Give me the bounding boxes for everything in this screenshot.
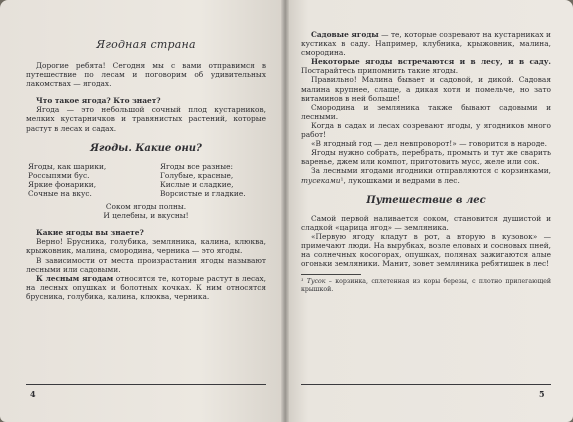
question-heading: Что такое ягода? Кто знает? xyxy=(36,96,161,106)
left-page xyxy=(0,0,285,422)
section-subtitle: Ягоды. Какие они? xyxy=(90,142,202,154)
definition-paragraph: Ягода — это небольшой сочный плод кустарников, мелких кустарничков и травянистых растений, которые растут в лесах и садах. xyxy=(26,105,266,133)
poem-line: Россыпями бус. xyxy=(28,170,90,180)
raspberry-paragraph: Правильно! Малина бывает и садовой, и дикой. Садовая малина крупнее, слаще, а дикая хотя и помельче, но зато витаминов в ней больше! xyxy=(301,75,551,103)
poem-ending xyxy=(26,202,266,220)
page-title: Ягодная страна xyxy=(96,38,196,51)
paragraph-text: ¹, лукошками и ведрами в лес. xyxy=(340,175,460,185)
poem-line: И целебны, и вкусны! xyxy=(103,211,189,221)
garden-berries-paragraph xyxy=(301,30,551,57)
footnote-term: ¹ Тусок xyxy=(301,278,326,286)
footnote-text: – корзинка, сплетенная из коры березы, с плотно прилегающей крышкой. xyxy=(301,278,551,293)
classification-paragraph: В зависимости от места произрастания ягоды называют лесными или садовыми. xyxy=(26,255,266,274)
bold-term: Садовые ягоды xyxy=(311,30,379,39)
bottom-rule xyxy=(301,384,551,385)
poem-line: Яркие фонарики, xyxy=(28,179,97,189)
poem-line: Ягоды, как шарики, xyxy=(28,161,107,171)
right-page-content xyxy=(301,30,551,293)
currant-paragraph: Смородина и земляника также бывают садовыми и лесными. xyxy=(301,102,551,121)
first-berry-paragraph: «Первую ягоду кладут в рот, а вторую в кузовок» — примечают люди. На вырубках, возле еловых и сосновых пней, на солнечных косогорах, опушках, полянах зажигаются алые огоньки земляники. Манит, зовет земляника ребятишек в лес! xyxy=(301,231,551,269)
bottom-rule xyxy=(26,384,266,385)
poem-column-right xyxy=(160,162,264,198)
bold-term: Некоторые ягоды встречаются и в лесу, и в саду. xyxy=(311,57,551,67)
intro-paragraph: Дорогие ребята! Сегодня мы с вами отправимся в путешествие по лесам и поговорим об удивительных лакомствах — ягодах. xyxy=(26,61,266,89)
book-gutter xyxy=(281,0,289,422)
paragraph-text: — те, которые созревают на кустарниках и кустиках в саду. Например, клубника, крыжовник, малина, смородина. xyxy=(301,30,551,58)
poem-line: Ворсистые и гладкие. xyxy=(160,188,246,198)
footnote xyxy=(301,278,551,293)
page-number: 4 xyxy=(30,389,36,399)
answer-paragraph: Верно! Брусника, голубика, земляника, калина, клюква, крыжовник, малина, смородина, черника — это ягоды. xyxy=(26,237,266,256)
both-places-paragraph xyxy=(301,57,551,75)
paragraph-text: относятся те, которые растут в лесах, на лесных опушках и болотных кочках. К ним относятся брусника, голубика, калина, клюква, черника. xyxy=(26,273,267,301)
poem-column-left xyxy=(28,162,132,198)
harvest-paragraph: Когда в садах и лесах созревают ягоды, у ягодников много работ! xyxy=(301,120,551,140)
proverb-paragraph: «В ягодный год — дел невпроворот!» — говорится в народе. xyxy=(311,139,548,149)
poem xyxy=(26,162,266,198)
poem-line: Кислые и сладкие, xyxy=(160,179,234,189)
poem-line: Соком ягоды полны. xyxy=(105,202,187,212)
forest-berries-paragraph xyxy=(26,274,266,301)
poem-line: Ягоды все разные: xyxy=(160,161,233,171)
left-page-content xyxy=(26,38,266,301)
footnote-rule xyxy=(301,274,361,275)
paragraph-text: Постарайтесь припомнить такие ягоды. xyxy=(301,66,459,76)
paragraph-text: За лесными ягодами ягодники отправляются с корзинками, xyxy=(311,166,551,176)
bold-term: К лесным ягодам xyxy=(36,273,114,283)
question-heading: Какие ягоды вы знаете? xyxy=(36,228,144,238)
baskets-paragraph xyxy=(301,166,551,184)
processing-paragraph: Ягоды нужно собрать, перебрать, промыть и тут же сварить варенье, джем или компот, приготовить мусс, желе или сок. xyxy=(301,148,551,167)
italic-term: тусеками xyxy=(301,175,341,185)
strawberry-paragraph: Самой первой наливается соком, становится душистой и сладкой «царица ягод» — земляника. xyxy=(301,213,551,232)
right-page xyxy=(285,0,573,422)
section-subtitle: Путешествие в лес xyxy=(366,194,486,206)
poem-line: Сочные на вкус. xyxy=(28,188,92,198)
poem-line: Голубые, красные, xyxy=(160,170,234,180)
page-number: 5 xyxy=(539,389,545,399)
